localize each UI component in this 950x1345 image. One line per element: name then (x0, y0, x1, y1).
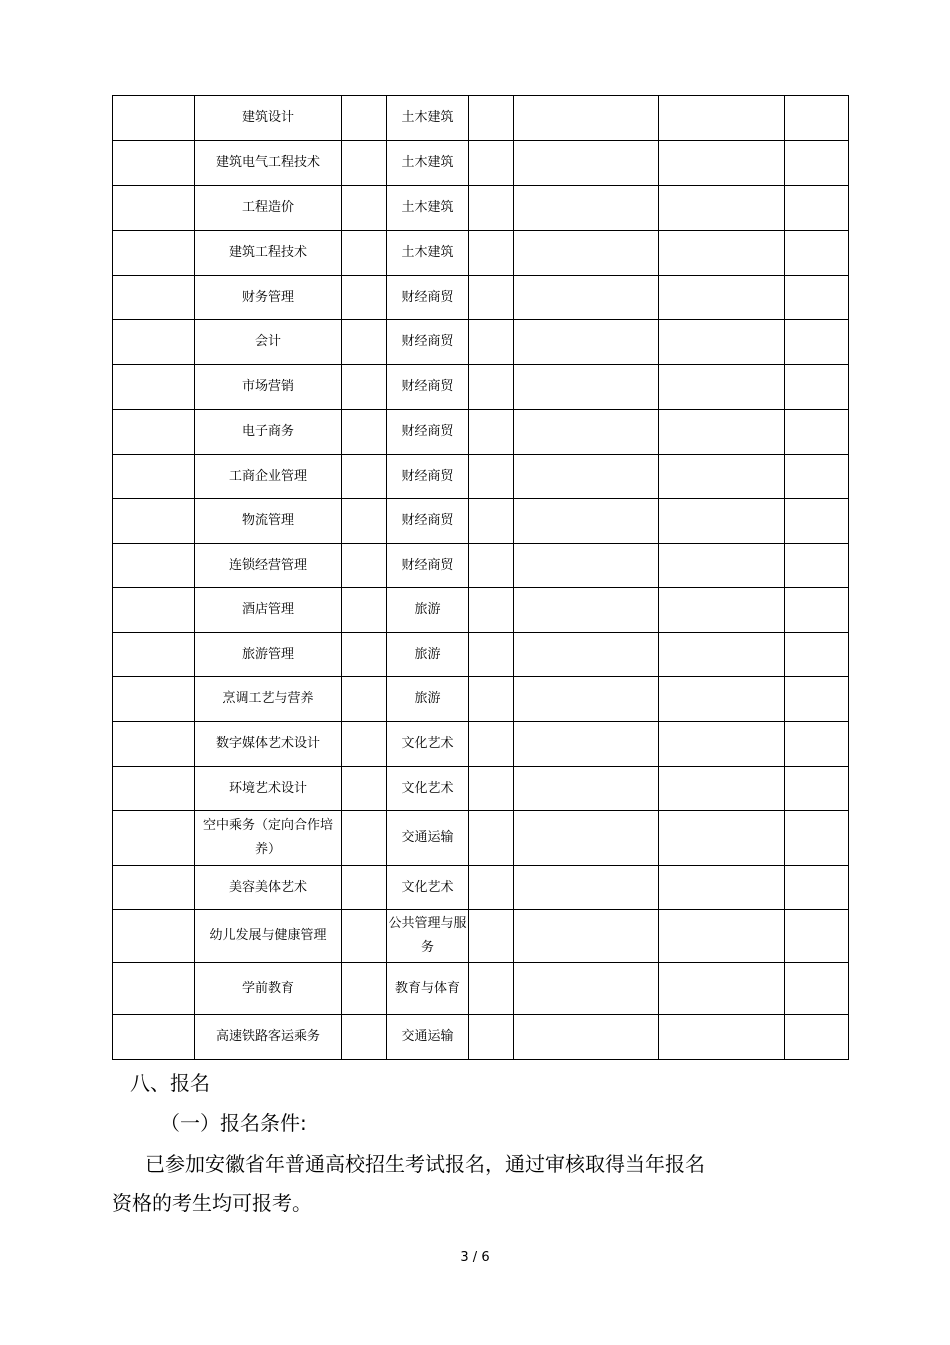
empty-cell (785, 365, 849, 410)
category-cell: 财经商贸 (387, 544, 469, 588)
empty-cell (659, 96, 785, 141)
empty-cell (659, 722, 785, 767)
empty-cell (113, 141, 195, 186)
empty-cell (785, 811, 849, 866)
empty-cell (469, 499, 514, 544)
empty-cell (785, 186, 849, 231)
empty-cell (469, 186, 514, 231)
empty-cell (785, 633, 849, 677)
empty-cell (514, 910, 659, 963)
category-cell: 文化艺术 (387, 767, 469, 811)
empty-cell (659, 767, 785, 811)
empty-cell (785, 141, 849, 186)
category-cell: 旅游 (387, 677, 469, 722)
major-cell: 连锁经营管理 (195, 544, 342, 588)
empty-cell (785, 410, 849, 455)
empty-cell (113, 963, 195, 1015)
category-cell: 财经商贸 (387, 365, 469, 410)
empty-cell (514, 1015, 659, 1060)
empty-cell (659, 455, 785, 499)
empty-cell (469, 320, 514, 365)
empty-cell (514, 186, 659, 231)
empty-cell (342, 910, 387, 963)
empty-cell (469, 633, 514, 677)
empty-cell (785, 588, 849, 633)
empty-cell (469, 231, 514, 276)
major-cell: 市场营销 (195, 365, 342, 410)
empty-cell (113, 455, 195, 499)
empty-cell (469, 811, 514, 866)
major-cell: 建筑工程技术 (195, 231, 342, 276)
major-cell: 环境艺术设计 (195, 767, 342, 811)
major-cell: 建筑设计 (195, 96, 342, 141)
empty-cell (785, 96, 849, 141)
empty-cell (113, 811, 195, 866)
empty-cell (659, 410, 785, 455)
empty-cell (342, 455, 387, 499)
category-cell: 财经商贸 (387, 410, 469, 455)
empty-cell (113, 365, 195, 410)
empty-cell (342, 186, 387, 231)
category-cell: 文化艺术 (387, 866, 469, 910)
major-cell: 工程造价 (195, 186, 342, 231)
table-row (113, 1015, 849, 1060)
category-cell: 财经商贸 (387, 320, 469, 365)
major-cell: 酒店管理 (195, 588, 342, 633)
table-row (113, 633, 849, 677)
empty-cell (785, 767, 849, 811)
major-cell: 物流管理 (195, 499, 342, 544)
empty-cell (342, 811, 387, 866)
empty-cell (514, 963, 659, 1015)
table-row (113, 722, 849, 767)
empty-cell (469, 96, 514, 141)
empty-cell (113, 186, 195, 231)
major-cell: 旅游管理 (195, 633, 342, 677)
empty-cell (659, 677, 785, 722)
empty-cell (785, 544, 849, 588)
category-cell: 旅游 (387, 633, 469, 677)
empty-cell (113, 231, 195, 276)
table-row (113, 276, 849, 320)
table-row (113, 231, 849, 276)
empty-cell (785, 455, 849, 499)
major-cell: 幼儿发展与健康管理 (195, 910, 342, 963)
section-heading: 八、报名 (130, 1071, 210, 1095)
empty-cell (342, 365, 387, 410)
empty-cell (514, 677, 659, 722)
empty-cell (469, 276, 514, 320)
empty-cell (514, 410, 659, 455)
empty-cell (342, 633, 387, 677)
empty-cell (113, 722, 195, 767)
empty-cell (469, 365, 514, 410)
empty-cell (514, 633, 659, 677)
empty-cell (113, 866, 195, 910)
empty-cell (113, 767, 195, 811)
empty-cell (469, 722, 514, 767)
empty-cell (113, 677, 195, 722)
category-cell: 旅游 (387, 588, 469, 633)
empty-cell (514, 588, 659, 633)
empty-cell (342, 544, 387, 588)
empty-cell (469, 767, 514, 811)
major-table (112, 95, 849, 1060)
empty-cell (514, 141, 659, 186)
empty-cell (785, 910, 849, 963)
empty-cell (342, 276, 387, 320)
category-cell: 教育与体育 (387, 963, 469, 1015)
empty-cell (342, 141, 387, 186)
major-cell: 空中乘务（定向合作培养） (195, 811, 342, 866)
page-number: 3 / 6 (460, 1250, 490, 1265)
empty-cell (785, 866, 849, 910)
empty-cell (342, 963, 387, 1015)
empty-cell (659, 499, 785, 544)
empty-cell (113, 410, 195, 455)
empty-cell (342, 1015, 387, 1060)
empty-cell (785, 499, 849, 544)
table-row (113, 410, 849, 455)
table-row (113, 811, 849, 866)
major-cell: 高速铁路客运乘务 (195, 1015, 342, 1060)
empty-cell (514, 276, 659, 320)
empty-cell (514, 544, 659, 588)
table-row (113, 499, 849, 544)
empty-cell (514, 866, 659, 910)
empty-cell (785, 276, 849, 320)
empty-cell (469, 677, 514, 722)
table-row (113, 767, 849, 811)
empty-cell (469, 1015, 514, 1060)
empty-cell (514, 722, 659, 767)
major-cell: 学前教育 (195, 963, 342, 1015)
empty-cell (659, 141, 785, 186)
empty-cell (342, 588, 387, 633)
empty-cell (785, 963, 849, 1015)
empty-cell (659, 186, 785, 231)
paragraph-line: 资格的考生均可报考。 (112, 1191, 312, 1215)
major-cell: 工商企业管理 (195, 455, 342, 499)
category-cell: 财经商贸 (387, 455, 469, 499)
empty-cell (659, 588, 785, 633)
sub-heading: （一）报名条件: (160, 1111, 307, 1135)
empty-cell (113, 96, 195, 141)
table-row (113, 588, 849, 633)
category-cell: 财经商贸 (387, 499, 469, 544)
table-row (113, 96, 849, 141)
empty-cell (342, 320, 387, 365)
empty-cell (514, 231, 659, 276)
empty-cell (113, 588, 195, 633)
empty-cell (469, 141, 514, 186)
empty-cell (514, 455, 659, 499)
empty-cell (113, 633, 195, 677)
empty-cell (785, 231, 849, 276)
category-cell: 交通运输 (387, 1015, 469, 1060)
major-cell: 会计 (195, 320, 342, 365)
category-cell: 公共管理与服务 (387, 910, 469, 963)
empty-cell (342, 410, 387, 455)
table-row (113, 677, 849, 722)
empty-cell (342, 767, 387, 811)
category-cell: 土木建筑 (387, 231, 469, 276)
empty-cell (785, 677, 849, 722)
table-row (113, 186, 849, 231)
category-cell: 土木建筑 (387, 186, 469, 231)
empty-cell (514, 365, 659, 410)
category-cell: 财经商贸 (387, 276, 469, 320)
table-row (113, 455, 849, 499)
empty-cell (469, 866, 514, 910)
empty-cell (469, 455, 514, 499)
category-cell: 土木建筑 (387, 141, 469, 186)
empty-cell (113, 910, 195, 963)
major-cell: 烹调工艺与营养 (195, 677, 342, 722)
empty-cell (785, 1015, 849, 1060)
empty-cell (113, 1015, 195, 1060)
empty-cell (514, 320, 659, 365)
table-row (113, 141, 849, 186)
empty-cell (659, 365, 785, 410)
table-row (113, 910, 849, 963)
empty-cell (785, 722, 849, 767)
empty-cell (514, 811, 659, 866)
empty-cell (113, 499, 195, 544)
empty-cell (659, 963, 785, 1015)
empty-cell (113, 320, 195, 365)
table-row (113, 320, 849, 365)
major-cell: 财务管理 (195, 276, 342, 320)
table-row (113, 866, 849, 910)
empty-cell (659, 1015, 785, 1060)
empty-cell (514, 499, 659, 544)
empty-cell (659, 811, 785, 866)
empty-cell (342, 677, 387, 722)
table-row (113, 963, 849, 1015)
category-cell: 文化艺术 (387, 722, 469, 767)
empty-cell (659, 320, 785, 365)
empty-cell (514, 96, 659, 141)
empty-cell (659, 231, 785, 276)
empty-cell (514, 767, 659, 811)
empty-cell (659, 276, 785, 320)
empty-cell (342, 866, 387, 910)
empty-cell (342, 231, 387, 276)
empty-cell (469, 910, 514, 963)
major-cell: 电子商务 (195, 410, 342, 455)
empty-cell (469, 410, 514, 455)
empty-cell (659, 633, 785, 677)
category-cell: 交通运输 (387, 811, 469, 866)
empty-cell (342, 96, 387, 141)
major-cell: 建筑电气工程技术 (195, 141, 342, 186)
table-body (113, 96, 849, 1060)
empty-cell (469, 963, 514, 1015)
major-cell: 美容美体艺术 (195, 866, 342, 910)
category-cell: 土木建筑 (387, 96, 469, 141)
empty-cell (659, 544, 785, 588)
major-cell: 数字媒体艺术设计 (195, 722, 342, 767)
empty-cell (342, 499, 387, 544)
empty-cell (113, 544, 195, 588)
empty-cell (659, 866, 785, 910)
empty-cell (469, 544, 514, 588)
empty-cell (659, 910, 785, 963)
empty-cell (342, 722, 387, 767)
paragraph-line: 已参加安徽省年普通高校招生考试报名，通过审核取得当年报名 (145, 1152, 705, 1176)
table-row (113, 365, 849, 410)
empty-cell (785, 320, 849, 365)
empty-cell (469, 588, 514, 633)
empty-cell (113, 276, 195, 320)
table-row (113, 544, 849, 588)
